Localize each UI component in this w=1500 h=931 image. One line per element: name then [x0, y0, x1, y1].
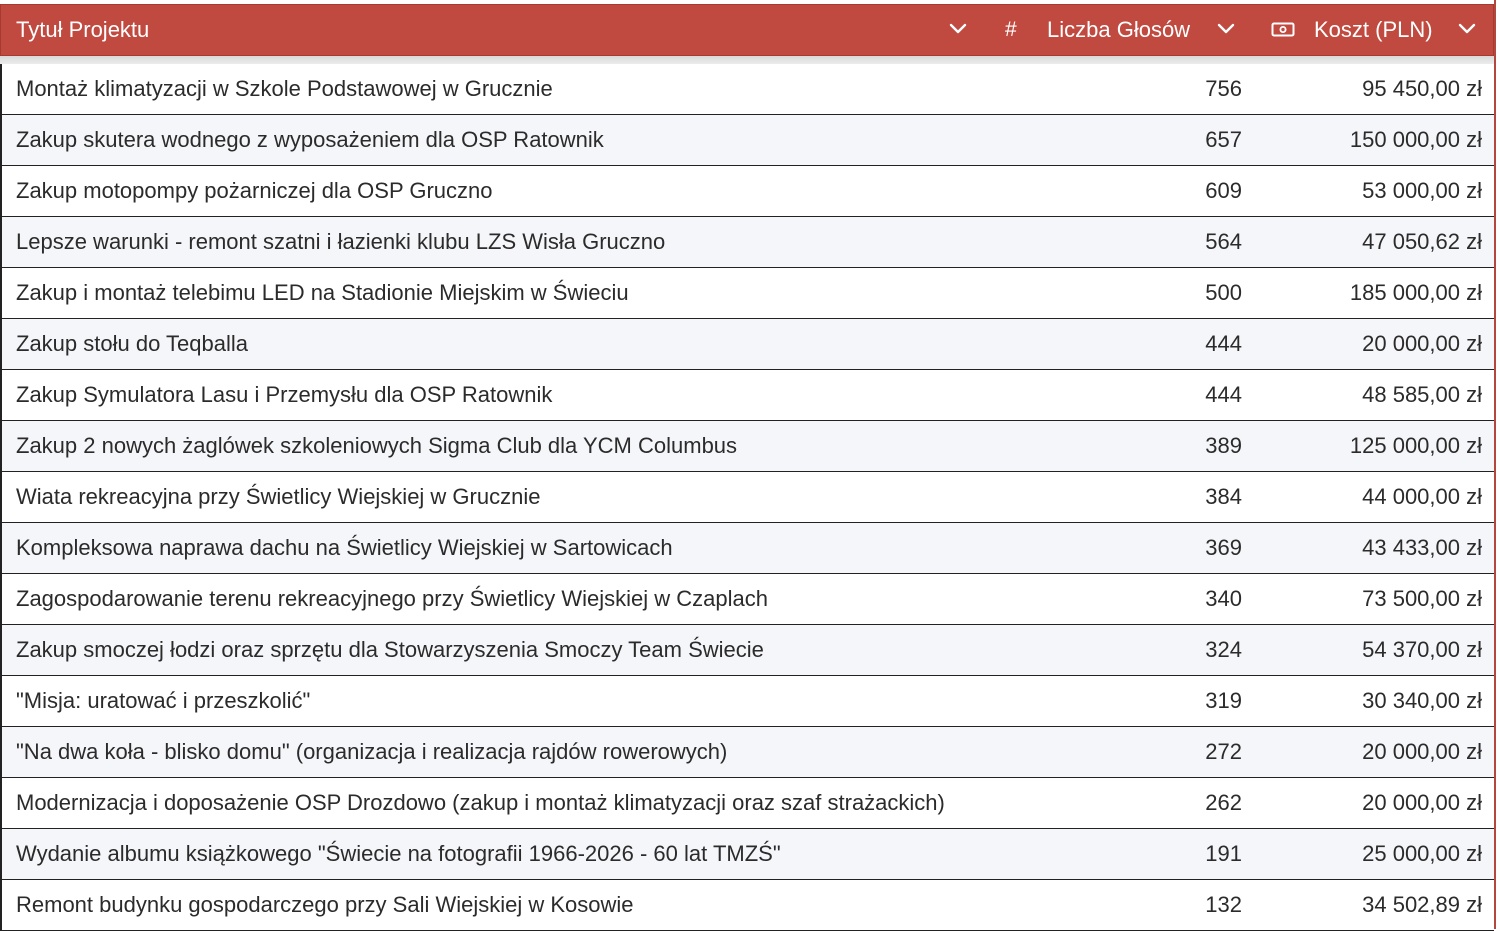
- table-row[interactable]: [0, 676, 1494, 727]
- project-cost: 95 450,00 zł: [1362, 76, 1482, 101]
- vote-count: 756: [1205, 76, 1242, 101]
- table-row[interactable]: [0, 625, 1494, 676]
- project-title: Zakup stołu do Teqballa: [16, 331, 248, 356]
- table-row[interactable]: [0, 115, 1494, 166]
- chevron-down-icon[interactable]: [1456, 5, 1478, 55]
- project-cost: 53 000,00 zł: [1362, 178, 1482, 203]
- vote-count: 384: [1205, 484, 1242, 509]
- project-cost: 54 370,00 zł: [1362, 637, 1482, 662]
- vote-count: 369: [1205, 535, 1242, 560]
- project-title: Lepsze warunki - remont szatni i łazienki klubu LZS Wisła Gruczno: [16, 229, 666, 254]
- project-cost: 73 500,00 zł: [1362, 586, 1482, 611]
- project-title: Zakup skutera wodnego z wyposażeniem dla OSP Ratownik: [16, 127, 604, 152]
- project-title: Remont budynku gospodarczego przy Sali Wiejskiej w Kosowie: [16, 892, 634, 917]
- project-title: Zagospodarowanie terenu rekreacyjnego przy Świetlicy Wiejskiej w Czaplach: [16, 586, 769, 611]
- table-row[interactable]: [0, 421, 1494, 472]
- money-icon: [1271, 5, 1297, 55]
- project-cost: 125 000,00 zł: [1349, 433, 1482, 458]
- table-row[interactable]: [0, 574, 1494, 625]
- project-title: "Na dwa koła - blisko domu" (organizacja i realizacja rajdów rowerowych): [16, 739, 728, 764]
- project-title: Montaż klimatyzacji w Szkole Podstawowej w Grucznie: [16, 76, 553, 101]
- project-cost: 47 050,62 zł: [1362, 229, 1482, 254]
- project-title: Wiata rekreacyjna przy Świetlicy Wiejskiej w Grucznie: [16, 484, 541, 509]
- project-title: Kompleksowa naprawa dachu na Świetlicy Wiejskiej w Sartowicach: [16, 535, 673, 560]
- vote-count: 609: [1205, 178, 1242, 203]
- chevron-down-icon[interactable]: [1215, 5, 1237, 55]
- vote-count: 319: [1205, 688, 1242, 713]
- vote-count: 389: [1205, 433, 1242, 458]
- project-title: "Misja: uratować i przeszkolić": [16, 688, 311, 713]
- table-row[interactable]: [0, 829, 1494, 880]
- project-cost: 44 000,00 zł: [1362, 484, 1482, 509]
- table-row[interactable]: [0, 523, 1494, 574]
- project-title: Zakup Symulatora Lasu i Przemysłu dla OSP Ratownik: [16, 382, 553, 407]
- table-body: [0, 64, 1494, 931]
- project-title: Zakup smoczej łodzi oraz sprzętu dla Stowarzyszenia Smoczy Team Świecie: [16, 637, 764, 662]
- vote-count: 500: [1205, 280, 1242, 305]
- vote-count: 564: [1205, 229, 1242, 254]
- vote-count: 272: [1205, 739, 1242, 764]
- chevron-down-icon[interactable]: [947, 5, 969, 55]
- project-cost: 20 000,00 zł: [1362, 739, 1482, 764]
- column-header-title[interactable]: Tytuł Projektu: [16, 17, 150, 42]
- project-title: Modernizacja i doposażenie OSP Drozdowo (zakup i montaż klimatyzacji oraz szaf strażackich): [16, 790, 945, 815]
- vote-count: 340: [1205, 586, 1242, 611]
- project-cost: 20 000,00 zł: [1362, 790, 1482, 815]
- column-header-cost[interactable]: Koszt (PLN): [1314, 17, 1433, 42]
- project-cost: 34 502,89 zł: [1362, 892, 1482, 917]
- table-row[interactable]: [0, 370, 1494, 421]
- vote-count: 132: [1205, 892, 1242, 917]
- project-cost: 48 585,00 zł: [1362, 382, 1482, 407]
- table-row[interactable]: [0, 268, 1494, 319]
- project-title: Wydanie albumu książkowego "Świecie na fotografii 1966-2026 - 60 lat TMZŚ": [16, 841, 781, 866]
- project-cost: 150 000,00 zł: [1349, 127, 1482, 152]
- project-cost: 185 000,00 zł: [1349, 280, 1482, 305]
- project-title: Zakup 2 nowych żaglówek szkoleniowych Sigma Club dla YCM Columbus: [16, 433, 738, 458]
- table-row[interactable]: [0, 472, 1494, 523]
- vote-count: 444: [1205, 331, 1242, 356]
- column-header-votes[interactable]: Liczba Głosów: [1047, 17, 1191, 42]
- table-row[interactable]: [0, 319, 1494, 370]
- table-row[interactable]: [0, 64, 1494, 115]
- vote-count: 444: [1205, 382, 1242, 407]
- project-cost: 30 340,00 zł: [1362, 688, 1482, 713]
- table-row[interactable]: [0, 217, 1494, 268]
- project-cost: 20 000,00 zł: [1362, 331, 1482, 356]
- project-title: Zakup motopompy pożarniczej dla OSP Gruczno: [16, 178, 493, 203]
- table-row[interactable]: [0, 880, 1494, 931]
- project-cost: 25 000,00 zł: [1362, 841, 1482, 866]
- vote-count: 191: [1205, 841, 1242, 866]
- table-header: [0, 4, 1494, 56]
- table-row[interactable]: [0, 727, 1494, 778]
- vote-count: 657: [1205, 127, 1242, 152]
- header-shadow: [0, 56, 1494, 64]
- project-cost: 43 433,00 zł: [1362, 535, 1482, 560]
- vote-count: 262: [1205, 790, 1242, 815]
- project-title: Zakup i montaż telebimu LED na Stadionie Miejskim w Świeciu: [16, 280, 629, 305]
- table-row[interactable]: [0, 166, 1494, 217]
- hash-icon: #: [1005, 18, 1017, 41]
- table-row[interactable]: [0, 778, 1494, 829]
- vote-count: 324: [1205, 637, 1242, 662]
